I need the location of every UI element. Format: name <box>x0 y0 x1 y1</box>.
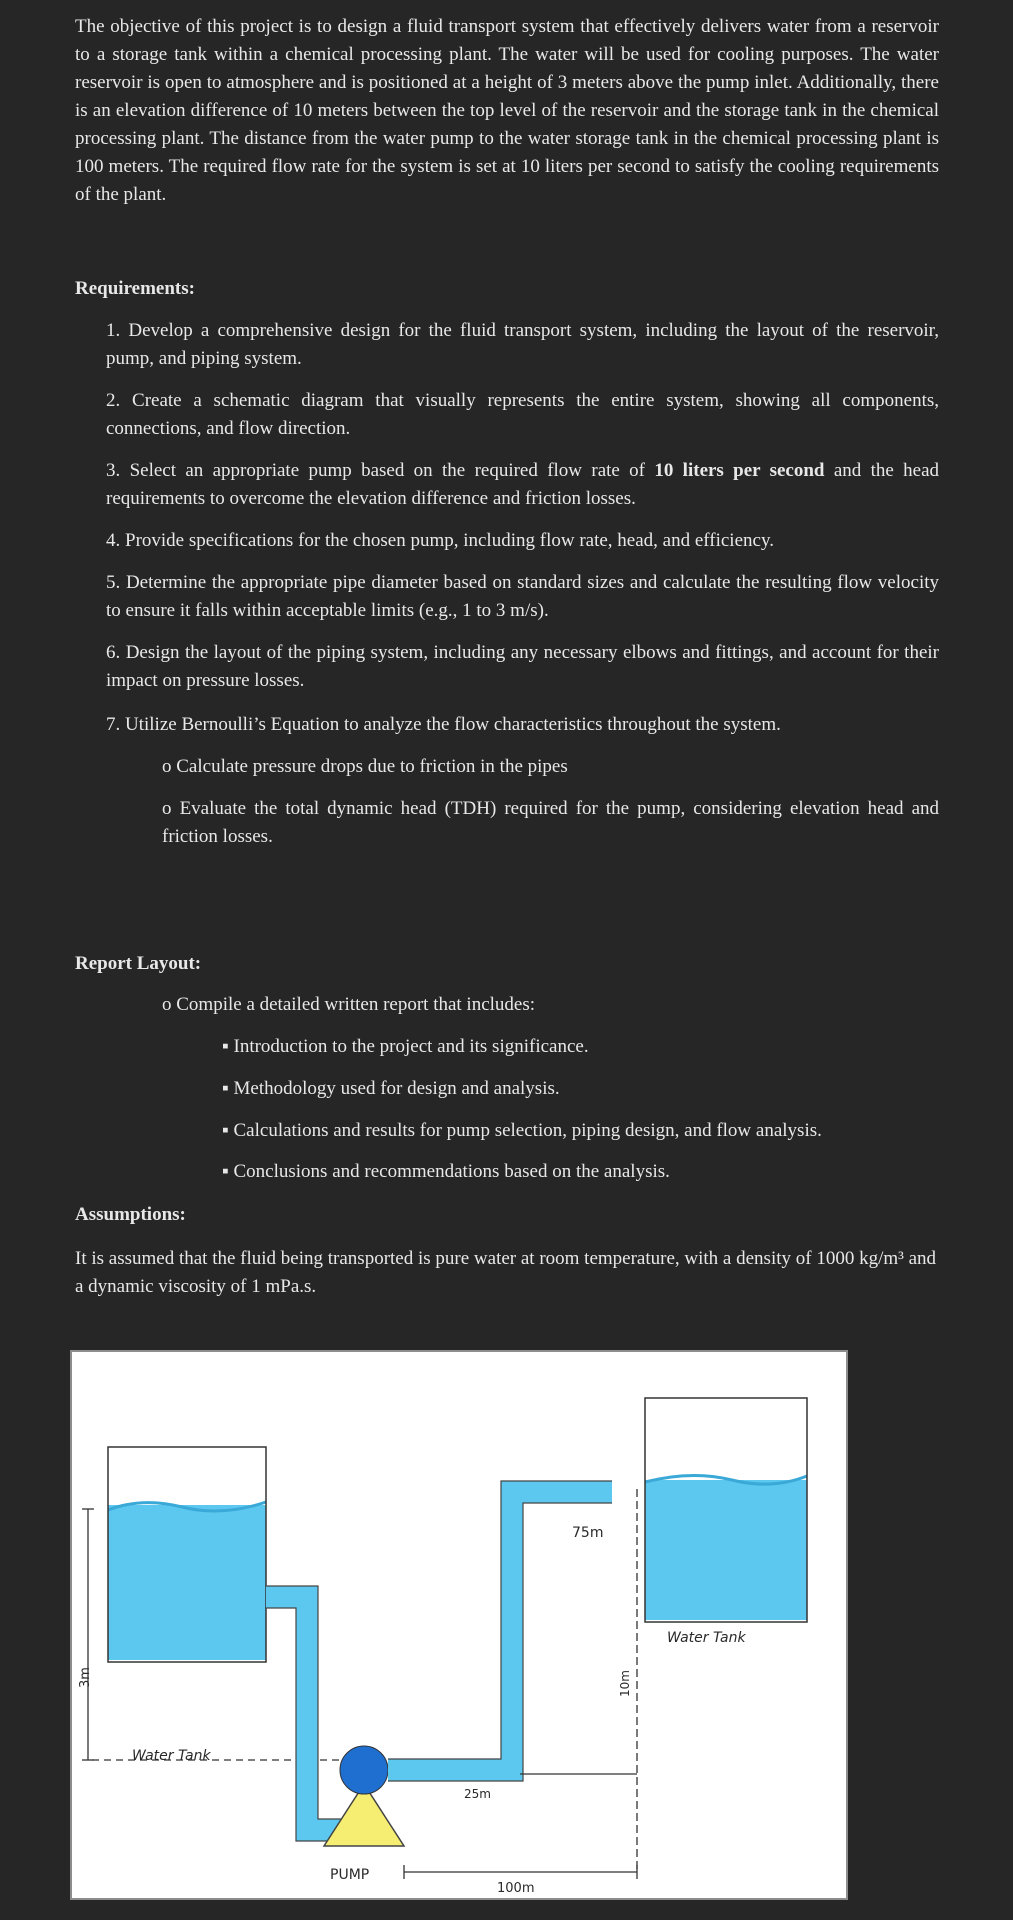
schematic-svg <box>72 1352 846 1898</box>
label-reservoir: Water Tank <box>132 1748 211 1764</box>
requirement-number: 2. <box>106 390 121 411</box>
report-layout-heading: Report Layout: <box>75 953 202 974</box>
storage-water <box>645 1480 807 1620</box>
sub-item <box>162 795 939 851</box>
intro-paragraph: The objective of this project is to design a fluid transport system that effectively delivers water from a reservoir to a storage tank within a chemical processing plant. The water will be used for cooling purposes. The water reservoir is open to atmosphere and is positioned at a height of 3 meters above the pump inlet. Additionally, there is an elevation difference of 10 meters between the top level of the reservoir and the storage tank in the chemical processing plant. The distance from the water pump to the water storage tank in the chemical processing plant is 100 meters. The required flow rate for the system is set at 10 liters per second to satisfy the cooling requirements of the plant. <box>75 16 939 205</box>
label-75m: 75m <box>572 1525 604 1541</box>
requirement-item <box>106 711 939 739</box>
requirement-text-pre: Select an appropriate pump based on the required flow rate of <box>129 460 655 481</box>
requirement-text: Utilize Bernoulli’s Equation to analyze the flow characteristics throughout the system. <box>125 714 781 735</box>
report-bullet: ▪ Calculations and results for pump selection, piping design, and flow analysis. <box>222 1120 822 1141</box>
assumptions-text: It is assumed that the fluid being transported is pure water at room temperature, with a density of 1000 kg/m³ and a dynamic viscosity of 1 mPa.s. <box>75 1248 937 1297</box>
report-bullet: ▪ Introduction to the project and its significance. <box>222 1036 589 1057</box>
report-lead-marker: o <box>162 994 172 1015</box>
requirement-number: 1. <box>106 320 121 341</box>
requirement-text: Determine the appropriate pipe diameter based on standard sizes and calculate the resulting flow velocity to ensure it falls within acceptable limits (e.g., 1 to 3 m/s). <box>106 572 940 621</box>
requirement-text: Provide specifications for the chosen pump, including flow rate, head, and efficiency. <box>125 530 774 551</box>
requirement-number: 5. <box>106 572 121 593</box>
sub-item-text: Evaluate the total dynamic head (TDH) required for the pump, considering elevation head and friction losses. <box>162 798 939 847</box>
report-bullet-text: Conclusions and recommendations based on the analysis. <box>233 1161 670 1182</box>
requirement-flow-rate: 10 liters per second <box>654 460 825 481</box>
report-bullet-text: Introduction to the project and its significance. <box>233 1036 589 1057</box>
label-3m: 3m <box>78 1667 93 1688</box>
requirement-item <box>106 639 939 695</box>
sub-item-marker: o <box>162 756 172 777</box>
report-bullet: ▪ Methodology used for design and analysis. <box>222 1078 560 1099</box>
requirement-number: 4. <box>106 530 121 551</box>
requirement-item <box>106 457 939 513</box>
label-10m: 10m <box>618 1670 632 1697</box>
sub-item-text: Calculate pressure drops due to friction in the pipes <box>176 756 568 777</box>
requirement-text-post: and the head requirements to overcome the elevation difference and friction losses. <box>106 460 940 509</box>
report-bullet-text: Methodology used for design and analysis. <box>233 1078 560 1099</box>
sub-item-marker: o <box>162 798 172 819</box>
reservoir-water <box>108 1505 266 1660</box>
assumptions-heading: Assumptions: <box>75 1204 186 1225</box>
requirement-item <box>106 317 939 373</box>
requirement-number: 7. <box>106 714 121 735</box>
requirement-number: 3. <box>106 460 121 481</box>
system-schematic <box>70 1350 848 1900</box>
report-bullet: ▪ Conclusions and recommendations based on the analysis. <box>222 1161 670 1182</box>
label-100m: 100m <box>497 1881 535 1896</box>
requirement-item <box>106 527 939 555</box>
label-25m: 25m <box>464 1787 491 1801</box>
report-lead <box>162 991 939 1019</box>
requirement-number: 6. <box>106 642 121 663</box>
label-pump: PUMP <box>330 1867 370 1883</box>
requirement-text: Develop a comprehensive design for the fluid transport system, including the layout of the reservoir, pump, and piping system. <box>106 320 939 369</box>
requirement-item <box>106 387 939 443</box>
report-lead-text: Compile a detailed written report that includes: <box>176 994 536 1015</box>
requirement-item <box>106 569 939 625</box>
sub-item <box>162 753 939 781</box>
label-storage: Water Tank <box>667 1630 746 1646</box>
suction-pipe <box>266 1597 362 1830</box>
requirement-text: Create a schematic diagram that visually represents the entire system, showing all components, connections, and flow direction. <box>106 390 939 439</box>
requirement-text: Design the layout of the piping system, including any necessary elbows and fittings, and account for their impact on pressure losses. <box>106 642 939 691</box>
report-bullet-text: Calculations and results for pump selection, piping design, and flow analysis. <box>233 1120 822 1141</box>
requirements-heading: Requirements: <box>75 278 195 299</box>
pump-body <box>340 1746 388 1794</box>
